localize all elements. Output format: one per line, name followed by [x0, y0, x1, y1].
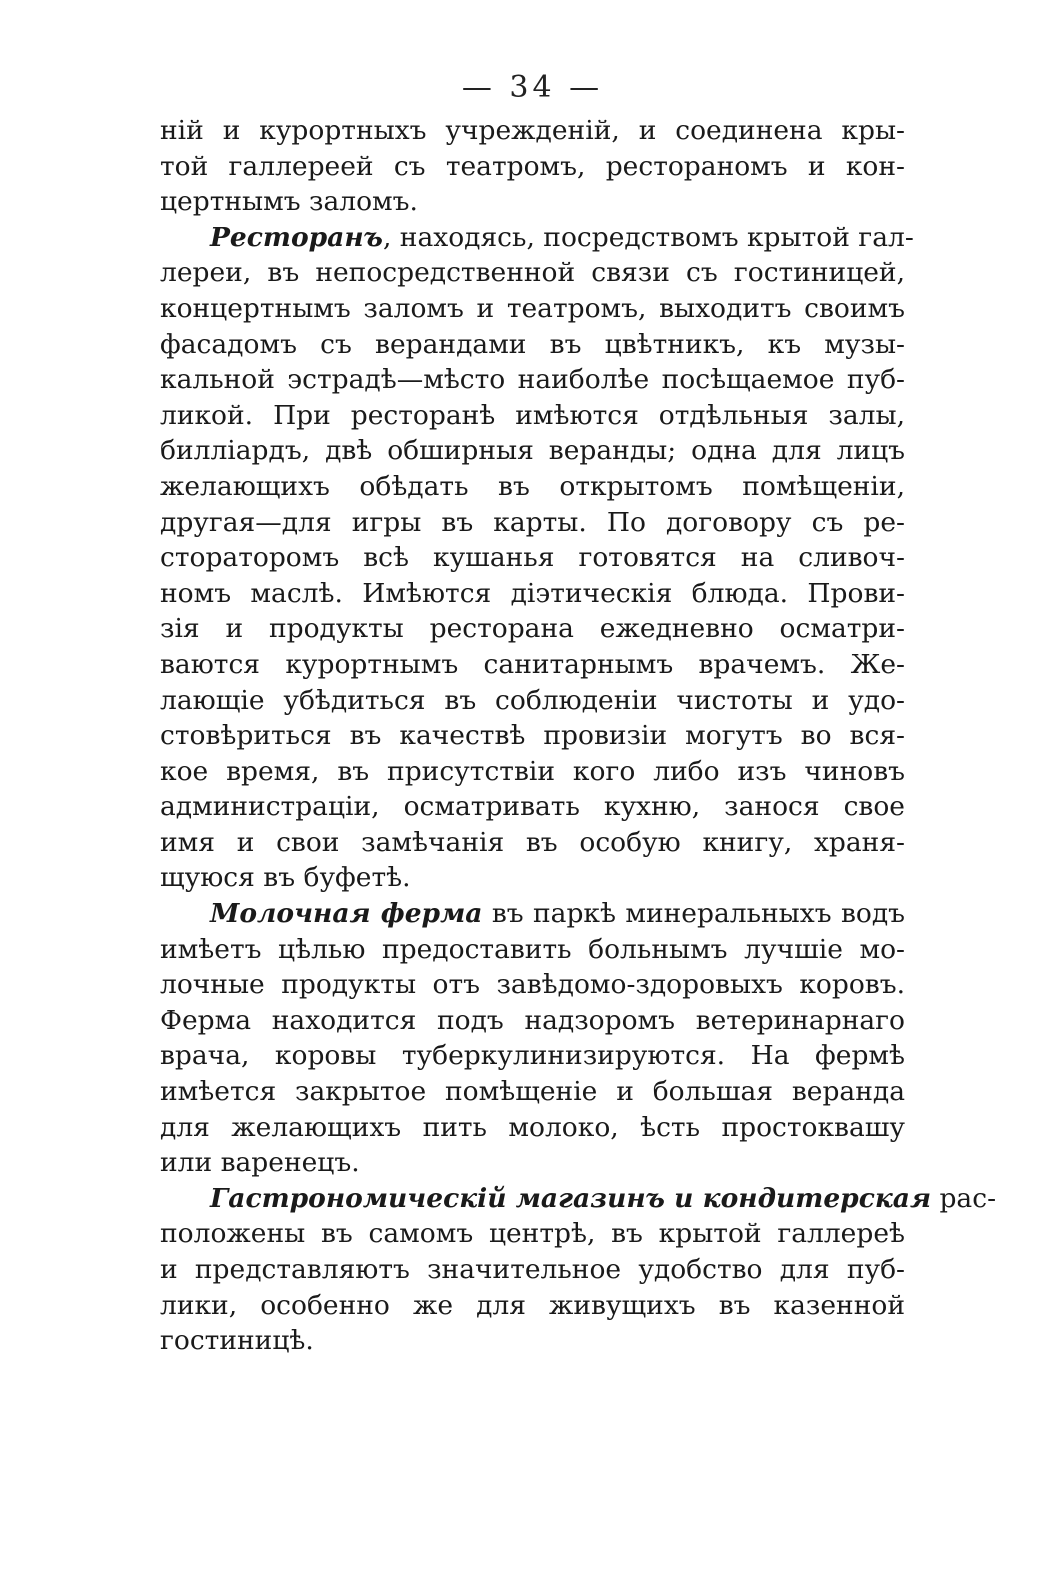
text-line: билліардъ, двѣ обширныя веранды; одна для лицъ — [160, 435, 905, 467]
text-run: рас- — [931, 1182, 997, 1214]
text-line: имя и свои замѣчанія въ особую книгу, храня- — [160, 826, 905, 858]
text-line: той галлереей съ театромъ, рестораномъ и кон- — [160, 150, 905, 182]
text-line: лереи, въ непосредственной связи съ гостиницей, — [160, 257, 905, 289]
book-page — [160, 70, 997, 1359]
text-line: положены въ самомъ центрѣ, въ крытой галлереѣ — [160, 1218, 905, 1250]
text-line: или варенецъ. — [160, 1147, 360, 1179]
page-number: — 34 — — [461, 70, 604, 105]
text-run: въ паркѣ минеральныхъ водъ — [482, 898, 905, 930]
text-line — [160, 220, 914, 256]
text-line: Ферма находится подъ надзоромъ ветеринарнаго — [160, 1004, 905, 1036]
text-line: лающіе убѣдиться въ соблюденіи чистоты и удо- — [160, 684, 905, 716]
text-run: , находясь, посредствомъ крытой гал- — [382, 221, 914, 253]
section-heading-restaurant: Ресторанъ — [210, 221, 383, 253]
section-heading-dairy-farm: Молочная ферма — [210, 898, 483, 930]
text-line: цертнымъ заломъ. — [160, 186, 418, 218]
text-line: имѣется закрытое помѣщеніе и большая веранда — [160, 1076, 905, 1108]
text-line: ваются курортнымъ санитарнымъ врачемъ. Же- — [160, 648, 905, 680]
section-heading-gastronomy-shop: Гастрономическій магазинъ и кондитерская — [210, 1182, 932, 1214]
text-line — [160, 896, 905, 932]
text-line: имѣетъ цѣлью предоставить больнымъ лучшіе мо- — [160, 933, 905, 965]
paragraph-continuation — [160, 113, 905, 220]
text-line: кальной эстрадѣ—мѣсто наиболѣе посѣщаемое пуб- — [160, 364, 905, 396]
text-line: стовѣриться въ качествѣ провизіи могутъ во вся- — [160, 720, 905, 752]
paragraph-gastronomy-shop — [160, 1181, 997, 1359]
text-line: лики, особенно же для живущихъ въ казенной — [160, 1289, 905, 1321]
text-line: щуюся въ буфетѣ. — [160, 862, 411, 894]
paragraph-restaurant — [160, 220, 914, 896]
text-line: ній и курортныхъ учрежденій, и соединена кры- — [160, 115, 905, 146]
text-line: лочные продукты отъ завѣдомо-здоровыхъ коровъ. — [160, 969, 905, 1001]
text-line: номъ маслѣ. Имѣются діэтическія блюда. Прови- — [160, 577, 905, 609]
text-line: желающихъ обѣдать въ открытомъ помѣщеніи, — [160, 470, 905, 502]
text-line: гостиницѣ. — [160, 1325, 314, 1357]
text-line: концертнымъ заломъ и театромъ, выходитъ своимъ — [160, 292, 905, 324]
text-line: другая—для игры въ карты. По договору съ ре- — [160, 506, 905, 538]
text-line: фасадомъ съ верандами въ цвѣтникъ, къ музы- — [160, 328, 905, 360]
text-line: ликой. При ресторанѣ имѣются отдѣльныя залы, — [160, 399, 905, 431]
paragraph-dairy-farm — [160, 896, 905, 1181]
text-line: администраціи, осматривать кухню, занося свое — [160, 791, 905, 823]
text-line: врача, коровы туберкулинизируются. На фермѣ — [160, 1040, 905, 1072]
text-line: для желающихъ пить молоко, ѣсть простоквашу — [160, 1111, 905, 1143]
text-line: и представляютъ значительное удобство для пуб- — [160, 1254, 905, 1285]
text-line — [160, 1181, 997, 1217]
text-line: кое время, въ присутствіи кого либо изъ чиновъ — [160, 755, 905, 787]
text-line: стораторомъ всѣ кушанья готовятся на сливоч- — [160, 542, 905, 574]
text-line: зія и продукты ресторана ежедневно осматри- — [160, 613, 905, 645]
